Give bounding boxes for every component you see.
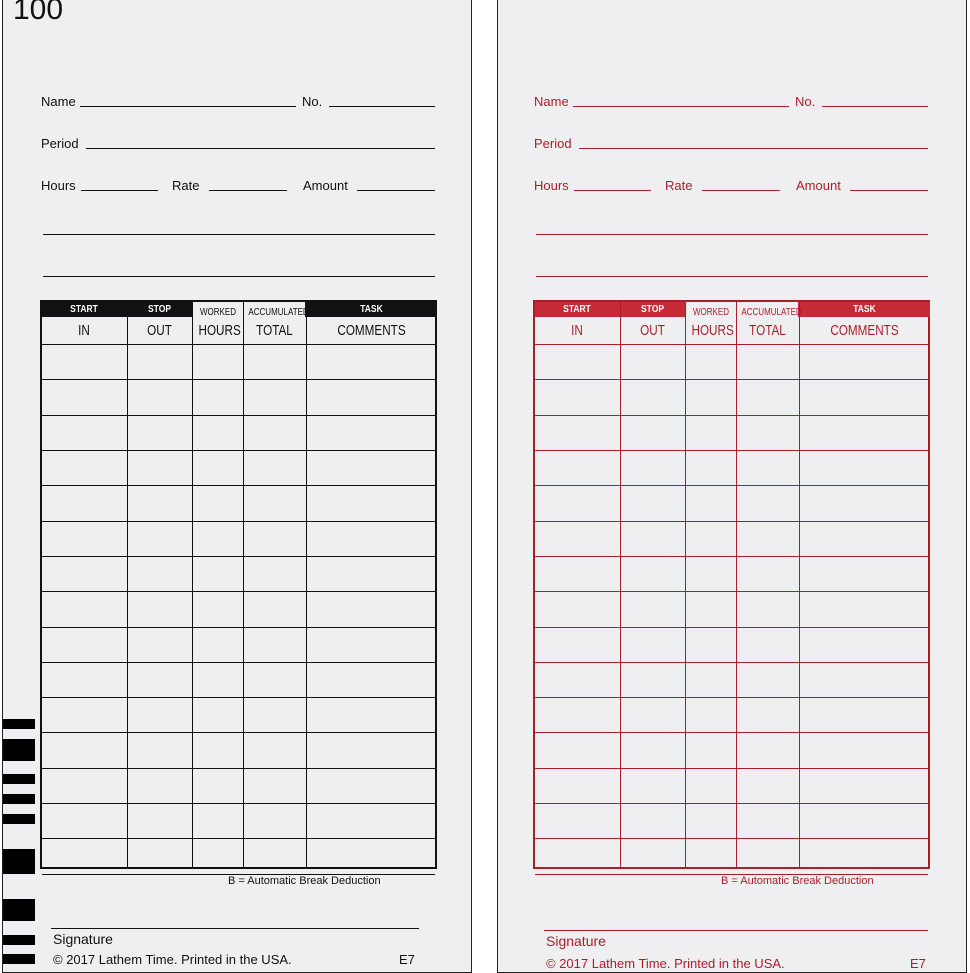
clock-bar-mark	[3, 935, 35, 945]
blank-line-2[interactable]	[536, 276, 928, 277]
amount-label: Amount	[796, 178, 841, 193]
table-row[interactable]	[535, 415, 928, 416]
col-divider	[685, 302, 686, 867]
clock-bar-mark	[3, 814, 35, 824]
col-hours-label: HOURS	[198, 322, 241, 339]
table-row[interactable]	[42, 697, 435, 698]
table-row[interactable]	[42, 732, 435, 733]
table-row[interactable]	[535, 768, 928, 769]
name-label: Name	[41, 94, 76, 109]
amount-line[interactable]	[850, 190, 928, 191]
rate-label: Rate	[172, 178, 200, 193]
rate-line[interactable]	[702, 190, 780, 191]
period-label: Period	[41, 136, 79, 151]
table-row[interactable]	[535, 662, 928, 663]
table-row[interactable]	[535, 450, 928, 451]
name-line[interactable]	[573, 106, 789, 107]
table-row[interactable]	[535, 803, 928, 804]
hours-label: Hours	[41, 178, 76, 193]
copyright: © 2017 Lathem Time. Printed in the USA.	[546, 956, 785, 971]
col-worked-header: WORKED	[693, 307, 729, 318]
clock-bar-mark	[3, 794, 35, 804]
table-row[interactable]	[42, 344, 435, 345]
table-row[interactable]	[535, 521, 928, 522]
col-divider	[306, 302, 307, 867]
card-number: 100	[13, 0, 64, 26]
time-card-right	[497, 0, 967, 973]
signature-line[interactable]	[51, 928, 419, 929]
time-table	[533, 300, 930, 869]
clock-bar-mark	[3, 774, 35, 784]
amount-label: Amount	[303, 178, 348, 193]
period-line[interactable]	[86, 148, 435, 149]
copyright: © 2017 Lathem Time. Printed in the USA.	[53, 952, 292, 967]
table-row[interactable]	[535, 485, 928, 486]
blank-line-1[interactable]	[43, 234, 435, 235]
col-start-header: START	[70, 304, 98, 315]
blank-line-1[interactable]	[536, 234, 928, 235]
table-row[interactable]	[42, 521, 435, 522]
clock-bar-mark	[3, 719, 35, 729]
name-label: Name	[534, 94, 569, 109]
break-deduction-note: B = Automatic Break Deduction	[721, 875, 874, 887]
break-deduction-note: B = Automatic Break Deduction	[228, 875, 381, 887]
table-row[interactable]	[42, 415, 435, 416]
col-comments-label: COMMENTS	[830, 322, 899, 339]
col-total-label: TOTAL	[749, 322, 786, 339]
no-line[interactable]	[822, 106, 928, 107]
table-row[interactable]	[42, 379, 435, 380]
col-out-label: OUT	[640, 322, 665, 339]
table-row[interactable]	[42, 627, 435, 628]
clock-bar-mark	[3, 899, 35, 921]
hours-label: Hours	[534, 178, 569, 193]
signature-label: Signature	[546, 933, 606, 949]
table-row[interactable]	[42, 591, 435, 592]
table-row[interactable]	[535, 838, 928, 839]
col-total-label: TOTAL	[256, 322, 293, 339]
hours-line[interactable]	[574, 190, 651, 191]
col-comments-label: COMMENTS	[337, 322, 406, 339]
col-divider	[127, 302, 128, 867]
col-task-header: TASK	[853, 304, 876, 315]
period-label: Period	[534, 136, 572, 151]
col-divider	[192, 302, 193, 867]
col-divider	[620, 302, 621, 867]
form-code: E7	[399, 952, 415, 967]
table-row[interactable]	[535, 344, 928, 345]
table-row[interactable]	[535, 627, 928, 628]
col-worked-header: WORKED	[200, 307, 236, 318]
col-accumulated-header: ACCUMULATED	[741, 307, 802, 318]
time-card-left	[2, 0, 472, 973]
table-row[interactable]	[42, 803, 435, 804]
clock-bar-mark	[3, 849, 35, 874]
clock-bar-mark	[3, 739, 35, 761]
col-start-header: START	[563, 304, 591, 315]
col-stop-header: STOP	[147, 304, 171, 315]
amount-line[interactable]	[357, 190, 435, 191]
no-line[interactable]	[329, 106, 435, 107]
col-task-header: TASK	[360, 304, 383, 315]
table-row[interactable]	[42, 662, 435, 663]
col-divider	[736, 302, 737, 867]
table-row[interactable]	[535, 556, 928, 557]
blank-line-2[interactable]	[43, 276, 435, 277]
table-row[interactable]	[42, 485, 435, 486]
name-line[interactable]	[80, 106, 296, 107]
rate-label: Rate	[665, 178, 693, 193]
col-hours-label: HOURS	[691, 322, 734, 339]
table-row[interactable]	[42, 450, 435, 451]
table-row[interactable]	[535, 732, 928, 733]
signature-label: Signature	[53, 931, 113, 947]
no-label: No.	[302, 94, 323, 109]
col-accumulated-header: ACCUMULATED	[248, 307, 309, 318]
signature-line[interactable]	[544, 930, 928, 931]
table-row[interactable]	[535, 379, 928, 380]
table-row[interactable]	[42, 556, 435, 557]
hours-line[interactable]	[81, 190, 158, 191]
no-label: No.	[795, 94, 816, 109]
table-row[interactable]	[535, 697, 928, 698]
table-row[interactable]	[42, 768, 435, 769]
form-code: E7	[910, 956, 926, 971]
time-table	[40, 300, 437, 869]
col-divider	[799, 302, 800, 867]
col-divider	[243, 302, 244, 867]
col-in-label: IN	[571, 322, 583, 339]
table-row[interactable]	[42, 838, 435, 839]
period-line[interactable]	[579, 148, 928, 149]
col-stop-header: STOP	[640, 304, 664, 315]
rate-line[interactable]	[209, 190, 287, 191]
col-out-label: OUT	[147, 322, 172, 339]
clock-bar-mark	[3, 954, 35, 964]
col-in-label: IN	[78, 322, 90, 339]
table-row[interactable]	[535, 591, 928, 592]
